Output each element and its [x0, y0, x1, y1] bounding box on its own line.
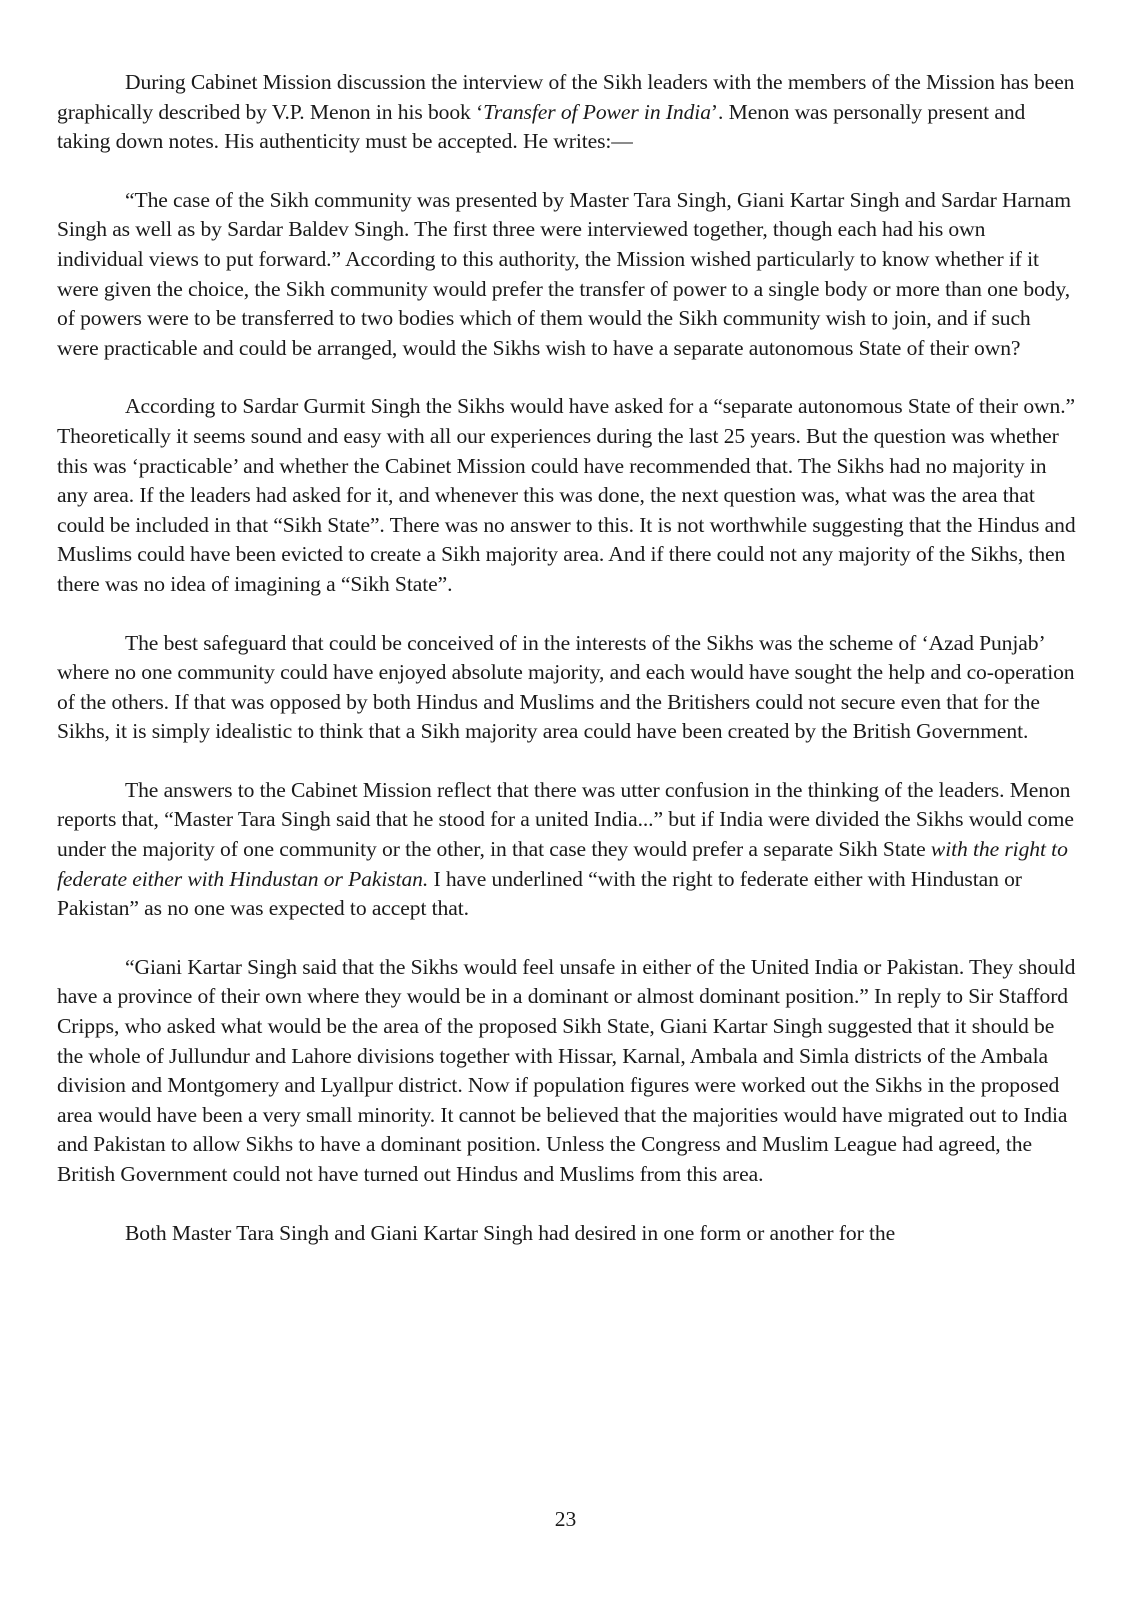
page-number: 23	[554, 1507, 577, 1531]
paragraph-gurmit-singh: According to Sardar Gurmit Singh the Sikhs would have asked for a “separate autonomous State of their own.” Theoretically it seems sound and easy with all our experiences during the last 25 years. But the question was whether this was ‘practicable’ and whether the Cabinet Mission could have recommended that. The Sikhs had no majority in any area. If the leaders had asked for it, and whenever this was done, the next question was, what was the area that could be included in that “Sikh State”. There was no answer to this. It is not worthwhile suggesting that the Hindus and Muslims could have been evicted to create a Sikh majority area. And if there could not any majority of the Sikhs, then there was no idea of imagining a “Sikh State”.	[57, 394, 1076, 596]
paragraph-cabinet-answers	[57, 776, 1077, 924]
paragraph-kartar-singh: “Giani Kartar Singh said that the Sikhs would feel unsafe in either of the United India or Pakistan. They should have a province of their own where they would be in a dominant or almost dominant position.” In reply to Sir Stafford Cripps, who asked what would be the area of the proposed Sikh State, Giani Kartar Singh suggested that it should be the whole of Jullundur and Lahore divisions together with Hissar, Karnal, Ambala and Simla districts of the Ambala division and Montgomery and Lyallpur district. Now if population figures were worked out the Sikhs in the proposed area would have been a very small minority. It cannot be believed that the majorities would have migrated out to India and Pakistan to allow Sikhs to have a dominant position. Unless the Congress and Muslim League had agreed, the British Government could not have turned out Hindus and Muslims from this area.	[57, 954, 1076, 1186]
emphasized-phrase: with the right to federate either with Hindustan or Pakistan.	[57, 837, 1068, 891]
paragraph-text: During Cabinet Mission discussion the interview of the Sikh leaders with the members of the Mission has been graphically described by V.P. Menon in his book ‘	[57, 70, 1075, 124]
book-title: Transfer of Power in India	[483, 99, 711, 124]
paragraph-azad-punjab: The best safeguard that could be conceived of in the interests of the Sikhs was the scheme of ‘Azad Punjab’ where no one community could have enjoyed absolute majority, and each would have sought the help and co-operation of the others. If that was opposed by both Hindus and Muslims and the Britishers could not secure even that for the Sikhs, it is simply idealistic to think that a Sikh majority area could have been created by the British Government.	[57, 630, 1075, 744]
paragraph-sikh-case: “The case of the Sikh community was presented by Master Tara Singh, Giani Kartar Singh and Sardar Harnam Singh as well as by Sardar Baldev Singh. The first three were interviewed together, though each had his own individual views to put forward.” According to this authority, the Mission wished particularly to know whether if it were given the choice, the Sikh community would prefer the transfer of power to a single body or more than one body, of powers were to be transferred to two bodies which of them would the Sikh community wish to join, and if such were practicable and could be arranged, would the Sikhs wish to have a separate autonomous State of their own?	[57, 187, 1071, 360]
paragraph-text: I have underlined “with the right to federate either with Hindustan or Pakistan” as no one was expected to accept that.	[57, 866, 1022, 921]
paragraph-text: The answers to the Cabinet Mission reflect that there was utter confusion in the thinking of the leaders. Menon reports that, “Master Tara Singh said that he stood for a united India...” but if India were divided the Sikhs would come under the majority of one community or the other, in that case they would prefer a separate Sikh State	[57, 777, 1074, 862]
paragraph-text: ’. Menon was personally present and taking down notes. His authenticity must be accepted. He writes:—	[57, 99, 1026, 154]
document-page	[57, 68, 1077, 1248]
paragraph-menon-book	[57, 68, 1077, 157]
paragraph-continued: Both Master Tara Singh and Giani Kartar Singh had desired in one form or another for the	[125, 1220, 896, 1245]
